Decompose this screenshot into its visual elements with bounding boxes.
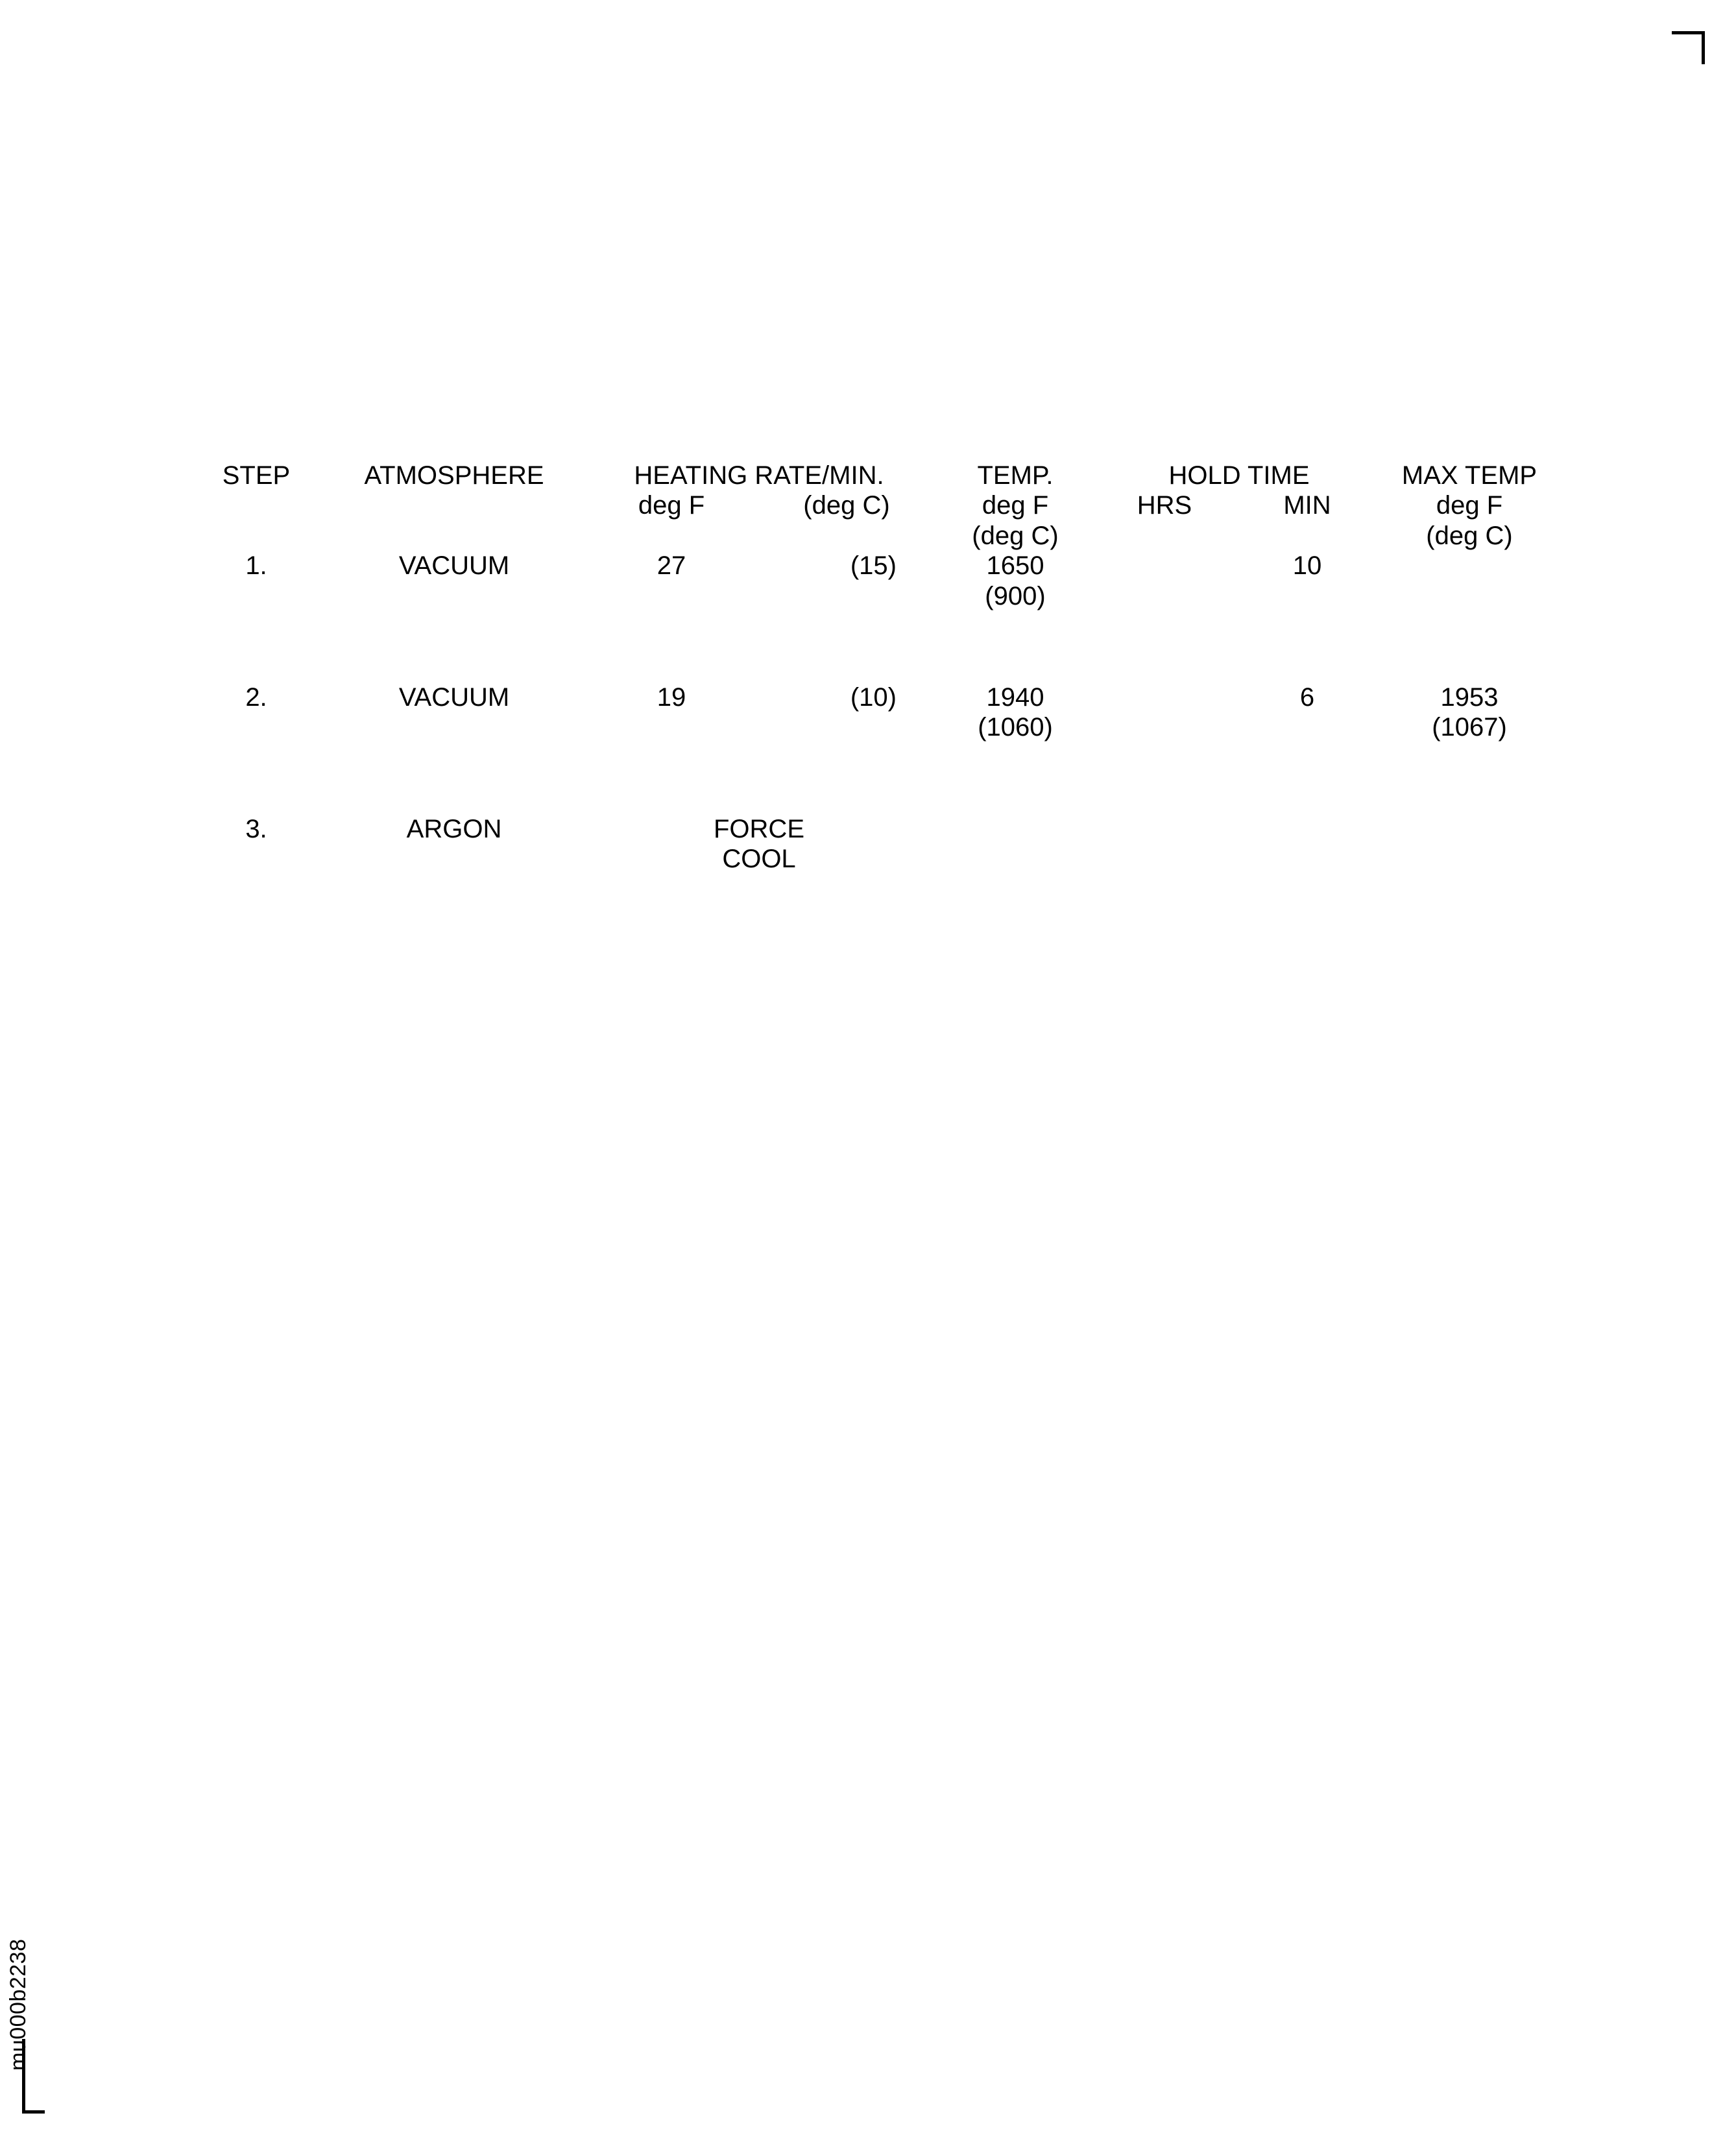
spec-table	[188, 461, 1557, 874]
cell-hold-minutes: 6	[1299, 682, 1315, 712]
cell-max-temp	[1382, 551, 1557, 682]
column-header-hold-time: HOLD TIME	[1168, 461, 1310, 490]
cell-heating-rate-fahrenheit: 27	[657, 551, 686, 581]
unit-cell-empty-step	[188, 490, 324, 551]
unit-temp	[934, 490, 1096, 551]
cell-atmosphere: VACUUM	[398, 682, 510, 712]
column-header-atmosphere: ATMOSPHERE	[364, 461, 544, 490]
unit-temp-celsius: (deg C)	[972, 521, 1059, 550]
column-header-max-temp: MAX TEMP	[1401, 461, 1537, 490]
cell-atmosphere: VACUUM	[398, 551, 510, 581]
column-header-heating-rate: HEATING RATE/MIN.	[634, 461, 884, 490]
table-row	[188, 682, 1557, 814]
cell-max-temp-celsius: (1067)	[1432, 713, 1507, 742]
unit-cell-empty-atmosphere	[324, 490, 584, 551]
cell-atmosphere: ARGON	[406, 814, 502, 843]
cell-temp-fahrenheit: 1940	[986, 682, 1044, 712]
unit-max-temp	[1382, 490, 1557, 551]
cell-force-cool-line2: COOL	[722, 845, 796, 874]
cell-max-temp	[1382, 814, 1557, 874]
cell-step: 2.	[245, 682, 267, 712]
heat-treatment-schedule-table	[188, 461, 1557, 874]
registration-mark-top-right	[1672, 31, 1705, 64]
cell-hold-hours	[1096, 682, 1233, 814]
unit-heating-rate-celsius: (deg C)	[803, 491, 890, 520]
column-header-temp: TEMP.	[977, 461, 1054, 490]
table-row	[188, 814, 1557, 874]
cell-step: 1.	[245, 551, 267, 581]
cell-temp	[934, 551, 1096, 682]
document-id-stamp: mu000b2238	[6, 1938, 30, 2071]
unit-heating-rate-fahrenheit: deg F	[638, 491, 705, 520]
cell-temp-celsius: (1060)	[978, 713, 1053, 742]
cell-hold-minutes: 10	[1292, 551, 1322, 581]
unit-hold-hours: HRS	[1137, 491, 1192, 520]
cell-max-temp-fahrenheit: 1953	[1440, 682, 1499, 712]
table-row	[188, 551, 1557, 682]
cell-heating-rate-celsius: (10)	[850, 682, 897, 712]
column-header-step: STEP	[222, 461, 291, 490]
cell-force-cool	[584, 814, 934, 874]
cell-heating-rate-fahrenheit: 19	[657, 682, 686, 712]
cell-temp-celsius: (900)	[985, 581, 1046, 610]
cell-hold-minutes	[1233, 814, 1382, 874]
cell-hold-hours	[1096, 551, 1233, 682]
table-header-row-primary	[188, 461, 1557, 490]
unit-max-temp-fahrenheit: deg F	[1436, 491, 1503, 520]
cell-hold-hours	[1096, 814, 1233, 874]
cell-temp	[934, 682, 1096, 814]
unit-temp-fahrenheit: deg F	[982, 491, 1049, 520]
unit-max-temp-celsius: (deg C)	[1426, 521, 1513, 550]
cell-temp-fahrenheit: 1650	[986, 551, 1044, 581]
unit-hold-minutes: MIN	[1283, 491, 1331, 520]
cell-step: 3.	[245, 814, 267, 843]
table-header-row-units	[188, 490, 1557, 551]
cell-force-cool-line1: FORCE	[714, 814, 804, 843]
cell-temp	[934, 814, 1096, 874]
cell-max-temp	[1382, 682, 1557, 814]
cell-heating-rate-celsius: (15)	[850, 551, 897, 581]
